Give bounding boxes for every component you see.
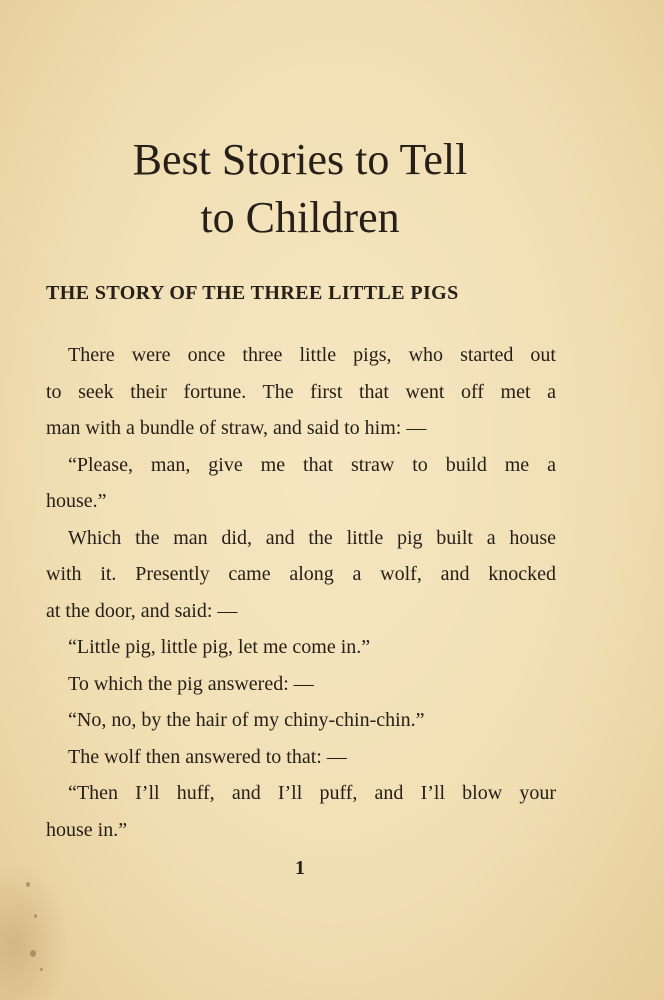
page-stain [0, 860, 70, 1000]
story-line: with it. Presently came along a wolf, and knocked [46, 563, 556, 585]
story-line: “No, no, by the hair of my chiny-chin-chin.” [68, 709, 425, 731]
book-title-line-1: Best Stories to Tell [132, 135, 468, 184]
story-line: house in.” [46, 818, 128, 841]
story-line: The wolf then answered to that: — [68, 745, 347, 768]
story-line: “Please, man, give me that straw to build me a [68, 453, 556, 476]
story-line: Which the man did, and the little pig built a house [68, 526, 556, 549]
story-line: house.” [46, 490, 107, 512]
story-text [46, 337, 556, 848]
paper-speck [34, 914, 37, 918]
story-line: to seek their fortune. The first that went off met a [46, 380, 556, 403]
book-title-line-2: to Children [200, 193, 400, 242]
story-line: “Little pig, little pig, let me come in.” [68, 636, 371, 658]
paper-speck [30, 950, 36, 957]
paper-speck [26, 882, 30, 887]
paper-speck [40, 968, 43, 971]
story-line: To which the pig answered: — [68, 672, 314, 695]
page-number: 1 [295, 857, 305, 879]
story-line: man with a bundle of straw, and said to him: — [46, 417, 427, 439]
story-heading: THE STORY OF THE THREE LITTLE PIGS [46, 282, 459, 304]
story-line: “Then I’ll huff, and I’ll puff, and I’ll blow your [68, 782, 556, 804]
story-line: at the door, and said: — [46, 599, 238, 622]
book-title [0, 131, 600, 247]
story-line: There were once three little pigs, who started out [68, 344, 556, 366]
